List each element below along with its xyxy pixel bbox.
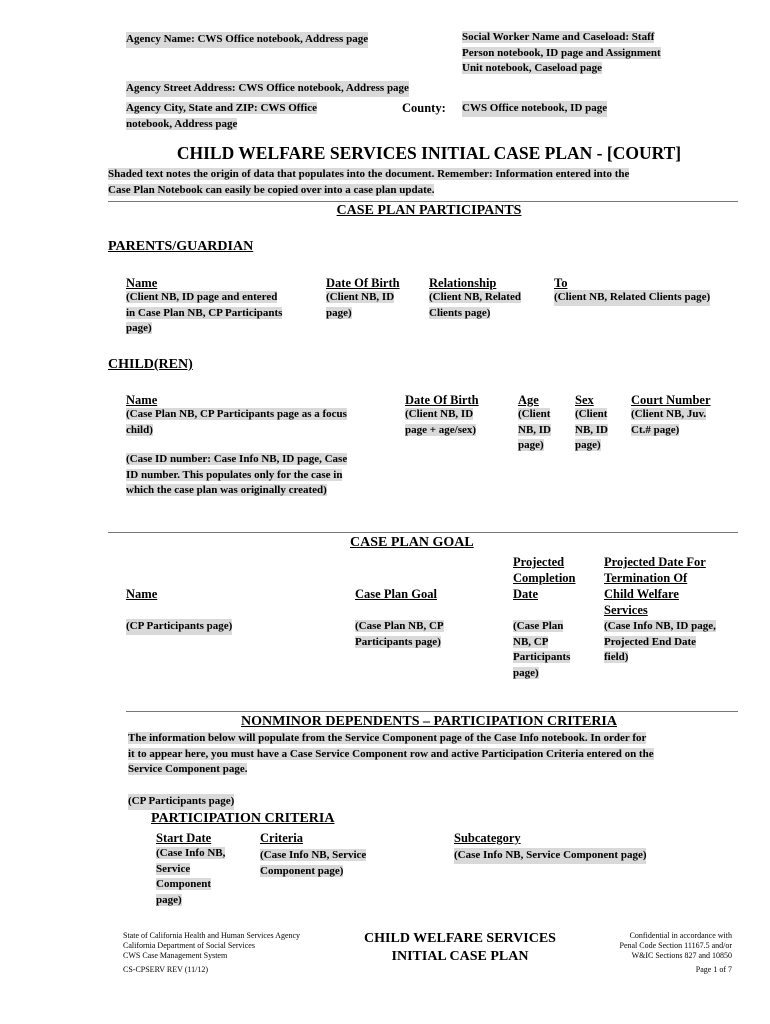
nmd-note: The information below will populate from the Service Component page of the Case Info notebook. In order for it to appear here, you must have a Case Service Component row and active Participation Criteria entered on the Service Component page. — [128, 732, 654, 775]
child-name-source: (Case Plan NB, CP Participants page as a focus child) — [126, 408, 347, 436]
child-court-number-header: Court Number — [631, 393, 711, 407]
intro-note: Shaded text notes the origin of data that populates into the document. Remember: Information entered into the Case Plan Notebook can easily be copied over into a case plan update. — [108, 168, 630, 196]
parent-name-source: (Client NB, ID page and entered in Case Plan NB, CP Participants page) — [126, 291, 283, 334]
parent-to-source: (Client NB, Related Clients page) — [554, 290, 710, 306]
parents-heading: PARENTS/GUARDIAN — [108, 239, 254, 254]
nmd-heading: NONMINOR DEPENDENTS – PARTICIPATION CRITERIA — [241, 714, 617, 729]
county-value: CWS Office notebook, ID page — [462, 101, 607, 117]
divider — [108, 201, 738, 202]
children-heading: CHILD(REN) — [108, 357, 193, 372]
agency-street-address: Agency Street Address: CWS Office notebook, Address page — [126, 81, 409, 97]
criteria-source: (Case Info NB, Service Component page) — [260, 849, 367, 877]
agency-city-state-zip: Agency City, State and ZIP: CWS Office notebook, Address page — [126, 102, 317, 130]
case-id-source: (Case ID number: Case Info NB, ID page, Case ID number. This populates only for the case in which the case plan was originally created) — [126, 453, 348, 496]
agency-name: Agency Name: CWS Office notebook, Address page — [126, 32, 368, 48]
parent-dob-header: Date Of Birth — [326, 276, 400, 290]
child-dob-header: Date Of Birth — [405, 393, 479, 407]
page-title: CHILD WELFARE SERVICES INITIAL CASE PLAN - [COURT] — [176, 143, 682, 163]
projected-completion-source: (Case Plan NB, CP Participants page) — [513, 620, 571, 679]
start-date-header: Start Date — [156, 831, 212, 845]
child-court-number-source: (Client NB, Juv. Ct.# page) — [631, 408, 707, 436]
child-age-header: Age — [518, 393, 539, 407]
footer-form-number: CS-CPSERV REV (11/12) — [123, 965, 209, 974]
criteria-header: Criteria — [260, 831, 304, 845]
child-sex-header: Sex — [575, 393, 594, 407]
divider — [126, 711, 738, 712]
goal-name-header: Name — [126, 587, 158, 601]
parent-relationship-header: Relationship — [429, 276, 497, 290]
parent-relationship-source: (Client NB, Related Clients page) — [429, 291, 521, 319]
goal-name-source: (CP Participants page) — [126, 619, 232, 635]
termination-date-source: (Case Info NB, ID page, Projected End Date field) — [604, 620, 716, 663]
footer-page-number: Page 1 of 7 — [695, 965, 732, 974]
termination-date-header: Projected Date For Termination Of Child Welfare Services — [604, 555, 706, 617]
subcategory-source: (Case Info NB, Service Component page) — [454, 848, 646, 864]
footer-confidential: Confidential in accordance with Penal Code Section 11167.5 and/or W&IC Sections 827 and 10850 — [619, 931, 732, 960]
participants-heading: CASE PLAN PARTICIPANTS — [336, 203, 522, 218]
parent-name-header: Name — [126, 276, 158, 290]
case-plan-goal-header: Case Plan Goal — [355, 587, 437, 601]
nmd-cp-participants: (CP Participants page) — [128, 794, 234, 810]
child-age-source: (Client NB, ID page) — [518, 408, 552, 451]
parent-to-header: To — [554, 276, 568, 290]
footer-agency: State of California Health and Human Services Agency California Department of Social Services CWS Case Management System — [123, 931, 301, 960]
case-plan-goal-source: (Case Plan NB, CP Participants page) — [355, 620, 444, 648]
social-worker-caseload: Social Worker Name and Caseload: Staff Person notebook, ID page and Assignment Unit notebook, Caseload page — [462, 31, 661, 74]
parent-dob-source: (Client NB, ID page) — [326, 291, 395, 319]
subcategory-header: Subcategory — [454, 831, 521, 845]
child-sex-source: (Client NB, ID page) — [575, 408, 609, 451]
divider — [108, 532, 738, 533]
start-date-source: (Case Info NB, Service Component page) — [156, 847, 226, 906]
footer-title: CHILD WELFARE SERVICES INITIAL CASE PLAN — [364, 931, 556, 964]
projected-completion-header: Projected Completion Date — [513, 555, 576, 601]
child-name-header: Name — [126, 393, 158, 407]
goal-heading: CASE PLAN GOAL — [350, 535, 474, 550]
county-label: County: — [402, 101, 446, 115]
participation-criteria-heading: PARTICIPATION CRITERIA — [151, 811, 335, 826]
child-dob-source: (Client NB, ID page + age/sex) — [405, 408, 477, 436]
